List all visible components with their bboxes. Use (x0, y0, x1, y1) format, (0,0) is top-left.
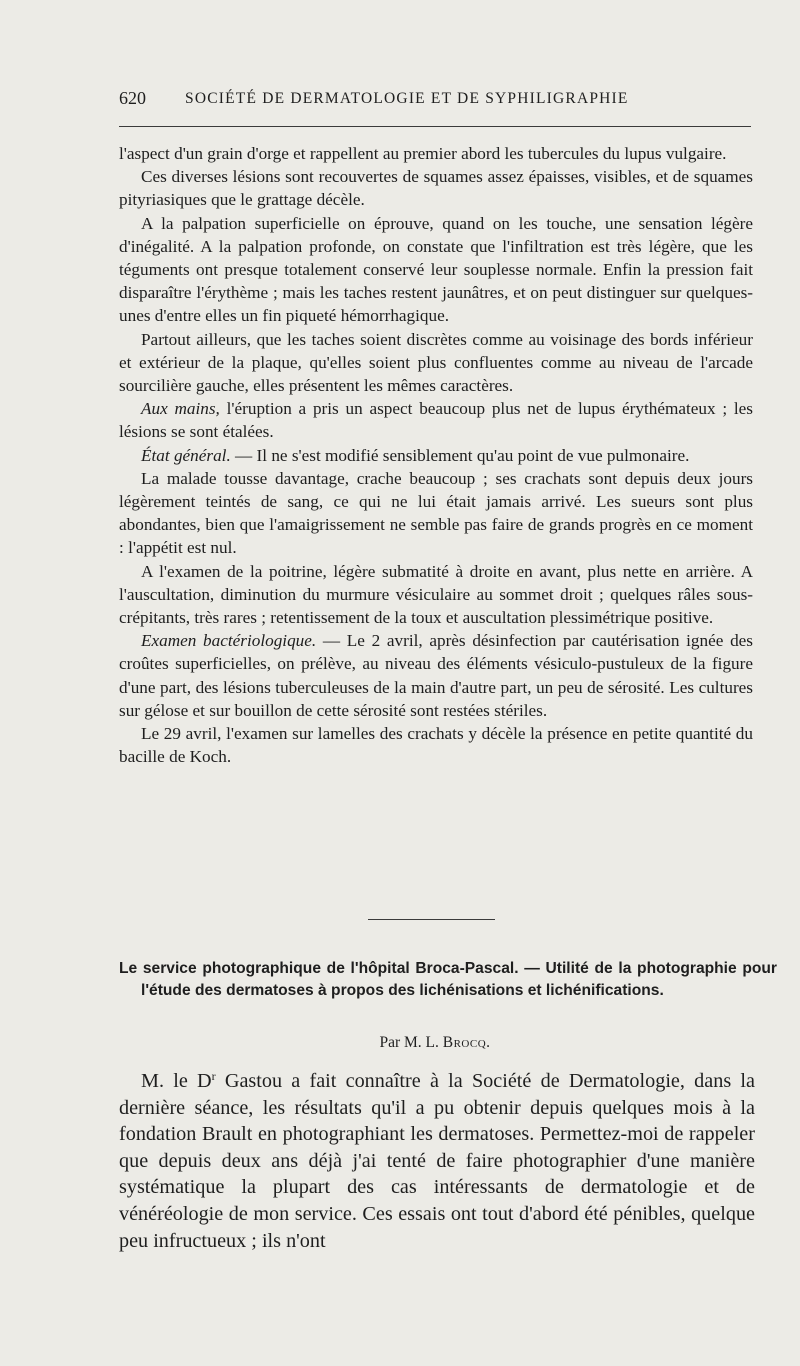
page-number: 620 (119, 88, 146, 108)
paragraph-8: A l'examen de la poitrine, légère submatité à droite en avant, plus nette en arrière. A l'auscultation, diminution du murmure vésiculaire au sommet droit ; quelques râles sous-crépitants, très rares ; retentissement de la toux et auscultation plessimétrique positive. (119, 561, 753, 628)
paragraph-10: Le 29 avril, l'examen sur lamelles des crachats y décèle la présence en petite quantité du bacille de Koch. (119, 724, 753, 767)
running-head: SOCIÉTÉ DE DERMATOLOGIE ET DE SYPHILIGRAPHIE (185, 90, 629, 107)
section-divider (368, 919, 495, 920)
paragraph-5: Aux mains, l'éruption a pris un aspect beaucoup plus net de lupus érythémateux ; les lésions se sont étalées. (119, 399, 753, 442)
article-body (119, 1068, 755, 1254)
byline-author: Brocq. (442, 1034, 491, 1051)
byline-prefix: Par M. L. (379, 1034, 439, 1051)
paragraph-4: Partout ailleurs, que les taches soient discrètes comme au voisinage des bords inférieur et extérieur de la plaque, qu'elles soient plus confluentes comme au niveau de l'arcade sourcilière gauche, elles présentent les mêmes caractères. (119, 329, 753, 396)
paragraph-lead: Examen bactériologique. (141, 631, 317, 651)
article-title: Le service photographique de l'hôpital Broca-Pascal. — Utilité de la photographie pour l'étude des dermatoses à propos des lichénisations et lichénifications. (119, 960, 777, 1000)
paragraph-6: État général. — Il ne s'est modifié sensiblement qu'au point de vue pulmonaire. (141, 445, 690, 465)
article-byline (0, 1034, 800, 1052)
article-intro-paragraph: M. le $D^r$ Gastou a fait connaître à la Société de Dermatologie, dans la dernière séance, les résultats qu'il a pu obtenir depuis quelques mois à la fondation Brault en photographiant les dermatoses. Permettez-moi de rappeler que depuis deux ans déjà j'ai tenté de faire photographier d'une manière systématique la plupart des cas intéressants de dermatologie et de vénéréologie de mon service. Ces essais ont tout d'abord été pénibles, quelque peu infructueux ; ils n'ont (119, 1069, 755, 1252)
paragraph-lead: État général. (141, 445, 231, 465)
header-rule (119, 126, 751, 127)
paragraph-2: Ces diverses lésions sont recouvertes de squames assez épaisses, visibles, et de squames pityriasiques que le grattage décèle. (119, 167, 753, 210)
case-report-body (119, 142, 753, 768)
paragraph-9: Examen bactériologique. — Le 2 avril, après désinfection par cautérisation ignée des croûtes superficielles, on prélève, au niveau des éléments vésiculo-pustuleux de la figure d'une part, des lésions tuberculeuses de la main d'autre part, un peu de sérosité. Les cultures sur gélose et sur bouillon de cette sérosité sont restées stériles. (119, 631, 753, 720)
paragraph-1: l'aspect d'un grain d'orge et rappellent au premier abord les tubercules du lupus vulgaire. (119, 144, 727, 163)
page-header (119, 88, 754, 112)
paragraph-3: A la palpation superficielle on éprouve, quand on les touche, une sensation légère d'inégalité. A la palpation profonde, on constate que l'infiltration est très légère, que les téguments ont presque totalement conservé leur souplesse normale. Enfin la pression fait disparaître l'érythème ; mais les taches restent jaunâtres, et on peut distinguer sur quelques-unes d'entre elles un fin piqueté hémorrhagique. (119, 213, 753, 326)
paragraph-lead: Aux mains, (141, 399, 220, 419)
paragraph-7: La malade tousse davantage, crache beaucoup ; ses crachats sont depuis deux jours légèrement teintés de sang, ce qui ne lui était jamais arrivé. Les sueurs sont plus abondantes, bien que l'amaigrissement ne semble pas faire de grands progrès en ce moment : l'appétit est nul. (119, 468, 753, 558)
